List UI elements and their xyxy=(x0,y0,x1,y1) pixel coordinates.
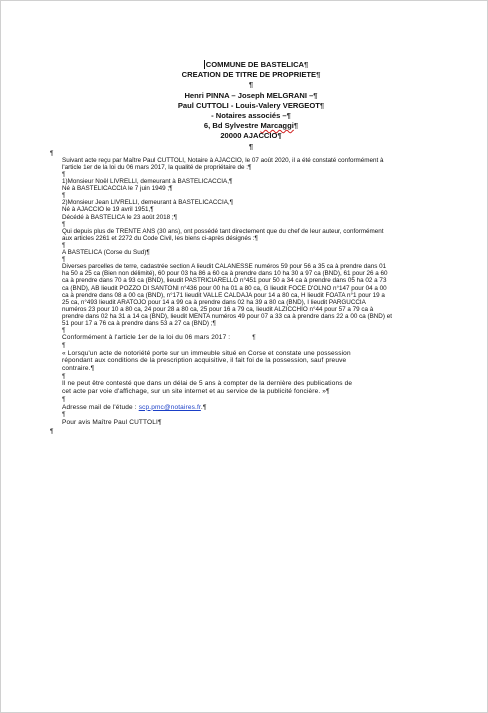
owner-1-line-1: 1)Monsieur Noël LIVRELLI, demeurant à BASTELICACCIA,¶ xyxy=(62,178,233,186)
pilcrow: ¶ xyxy=(248,141,254,151)
document-page xyxy=(50,60,440,435)
owner-2-line-2: Né à AJACCIO le 19 avril 1951,¶ xyxy=(62,206,154,214)
address-street-name: Marcaggi xyxy=(260,121,294,131)
pilcrow: ¶ xyxy=(62,341,66,349)
pilcrow: ¶ xyxy=(248,80,254,90)
parcels-line: numéros 23 pour 10 a 80 ca, 24 pour 28 a 80 ca, 25 pour 16 a 79 ca, lieudit ALZICCHIO n°44 pour 57 a 79 ca à xyxy=(62,305,374,313)
pilcrow: ¶ xyxy=(62,256,66,264)
pilcrow: ¶ xyxy=(62,395,66,403)
signoff-line: Pour avis Maître Paul CUTTOLI¶ xyxy=(62,418,162,426)
pilcrow: ¶ xyxy=(62,171,66,179)
parcels-line: 51 pour 17 a 76 ca à prendre dans 53 a 27 ca (BND) ;¶ xyxy=(62,319,216,327)
pilcrow: ¶ xyxy=(62,372,66,380)
pilcrow: ¶ xyxy=(62,220,66,228)
notaries-line-1: Henri PINNA – Joseph MELGRANI – xyxy=(184,90,314,100)
document-body xyxy=(50,149,440,435)
owner-2-line-3: Décédé à BASTELICA le 23 août 2018 ;¶ xyxy=(62,213,178,221)
pilcrow: ¶ xyxy=(62,327,66,335)
owner-2-line-1: 2)Monsieur Jean LIVRELLI, demeurant à BASTELICACCIA,¶ xyxy=(62,199,234,207)
pilcrow: ¶ xyxy=(62,411,66,419)
legal-section: Conformément à l'article 1er de la loi du 06 mars 2017 : ¶ ¶ « Lorsqu'un acte de notoriété porte sur un immeuble situé en Corse et constate une possession répondant aux conditions de la prescription acquisitive, il fait foi de la possession, sauf preuve contraire.¶ ¶ Il ne peut être contesté que dans un délai de 5 ans à compter de la dernière des publications de cet acte par voie d'affichage, sur un site internet et au service de la publicité foncière. »¶ ¶ Adresse mail de l'étude : scp.pmc@notaires.fr.¶ ¶ Pour avis Maître Paul CUTTOLI¶ xyxy=(62,334,440,426)
email-link[interactable]: scp.pmc@notaires.fr xyxy=(138,403,201,411)
pilcrow: ¶ xyxy=(50,149,54,157)
quote-line-3: contraire.¶ xyxy=(62,364,95,372)
location-line: A BASTELICA (Corse du Sud)¶ xyxy=(62,249,150,257)
contest-line-2: cet acte par voie d'affichage, sur un site internet et au service de la publicité foncière. »¶ xyxy=(62,388,330,396)
intro-line-2: l'article 1er de la loi du 06 mars 2017, la qualité de propriétaire de :¶ xyxy=(62,163,252,171)
notaries-line-2: Paul CUTTOLI - Louis-Valery VERGEOT xyxy=(177,100,320,110)
owner-1-line-2: Né à BASTELICACCIA le 7 juin 1949 ;¶ xyxy=(62,185,173,193)
notice-title: CREATION DE TITRE DE PROPRIETE xyxy=(181,70,317,80)
parcels-paragraph xyxy=(62,263,440,327)
parcels-line: ca à prendre dans 08 a 00 ca (BND), n°171 lieudit VALLE CALDAJA pour 14 a 80 ca, H lieudit FOATA n°1 pour 19 a xyxy=(62,291,385,299)
possession-line-2: aux articles 2261 et 2272 du Code Civil, les biens ci-après désignés :¶ xyxy=(62,234,258,242)
pilcrow: ¶ xyxy=(50,427,54,435)
possession-line-1: Qui depuis plus de TRENTE ANS (30 ans), ont possédé tant directement que du chef de leur auteur, conformément xyxy=(62,227,384,235)
parcels-line: 25 ca, n°493 lieudit ARATOJO pour 14 a 99 ca à prendre dans 02 ha 39 a 80 ca (BND), I lieudit PARGUCCIA xyxy=(62,298,366,306)
address-city: 20000 AJACCIO xyxy=(220,131,278,141)
parcels-line: ca à prendre dans 70 a 93 ca (BND), lieudit PASTRICIARELLO n°451 pour 50 a 34 ca à prendre dans 05 ha 02 a 73 xyxy=(62,277,387,285)
parcels-line: Diverses parcelles de terre, cadastrée section A lieudit CALANESSE numéros 59 pour 56 a 35 ca à prendre dans 01 xyxy=(62,263,387,271)
parcels-line: ca (BND), AB lieudit POZZO DI SANTONI n°436 pour 00 ha 01 a 80 ca, G lieudit FOCE D'OLNO n°147 pour 04 a 00 xyxy=(62,284,387,292)
parcels-line: ha 50 a 25 ca (Bien non délimité), 60 pour 03 ha 86 a 60 ca à prendre dans 10 ha 30 a 97 ca (BND), 61 pour 26 a 60 xyxy=(62,270,388,278)
intro-line-1: Suivant acte reçu par Maître Paul CUTTOLI, Notaire à AJACCIO, le 07 août 2020, il a été constaté conformément à xyxy=(62,156,384,164)
quote-line-1: « Lorsqu'un acte de notoriété porte sur un immeuble situé en Corse et constate une possession xyxy=(62,349,351,357)
pilcrow: ¶ xyxy=(62,192,66,200)
quote-line-2: répondant aux conditions de la prescription acquisitive, il fait foi de la possession, sauf preuve xyxy=(62,357,347,365)
pilcrow: ¶ xyxy=(62,241,66,249)
address-street-prefix: 6, Bd Sylvestre xyxy=(203,121,261,131)
notaries-line-3: - Notaires associés – xyxy=(211,111,287,121)
document-header: COMMUNE DE BASTELICA¶ CREATION DE TITRE DE PROPRIETE¶ ¶ Henri PINNA – Joseph MELGRANI –¶ Paul CUTTOLI - Louis-Valery VERGEOT¶ - Notaires associés –¶ 6, Bd Sylvestre Marcaggi¶ 20000 AJACCIO¶ ¶ xyxy=(62,60,440,152)
commune-heading: COMMUNE DE BASTELICA xyxy=(205,60,305,69)
conformity-line: Conformément à l'article 1er de la loi du 06 mars 2017 : xyxy=(62,334,231,342)
email-tail: .¶ xyxy=(200,403,207,411)
email-label: Adresse mail de l'étude : xyxy=(62,403,139,411)
contest-line-1: Il ne peut être contesté que dans un délai de 5 ans à compter de la dernière des publications de xyxy=(62,380,353,388)
parcels-line: prendre dans 02 ha 31 a 14 ca (BND), lieudit MENTA numéros 49 pour 07 a 33 ca à prendre dans 22 a 00 ca (BND) et xyxy=(62,312,392,320)
